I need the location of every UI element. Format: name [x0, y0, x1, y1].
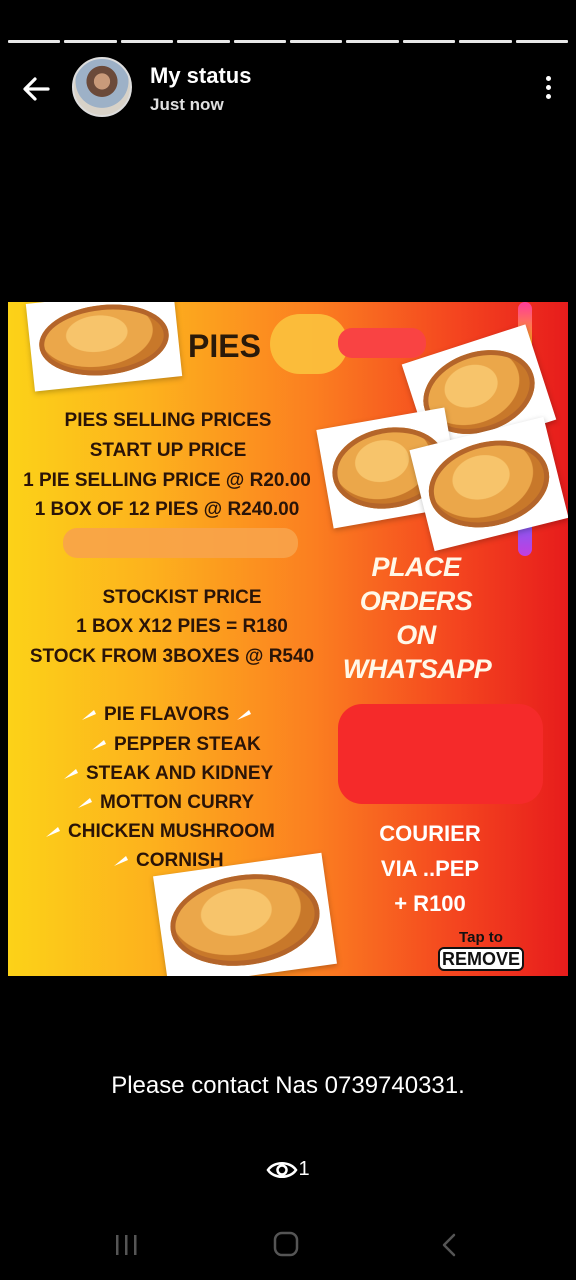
flavor-item: [44, 821, 275, 843]
selling-line-3: 1 PIE SELLING PRICE @ R20.00: [23, 470, 311, 491]
progress-segment: [234, 40, 286, 43]
status-timestamp: Just now: [150, 95, 224, 114]
sparkle-icon: [112, 852, 130, 870]
place-orders-line-4: WHATSAPP: [342, 654, 492, 684]
status-progress-bar: [8, 40, 568, 43]
place-orders-line-2: ORDERS: [359, 586, 473, 616]
recent-apps-button[interactable]: [106, 1230, 146, 1260]
courier-line-3: + R100: [394, 891, 466, 916]
redaction-smudge: [338, 704, 543, 804]
stockist-line-3: STOCK FROM 3BOXES @ R540: [29, 646, 315, 667]
pie-photo: [26, 302, 182, 391]
flavor-item: [62, 763, 273, 785]
redaction-smudge: [63, 528, 298, 558]
flavor-item: [90, 734, 261, 756]
sparkle-icon: [62, 765, 80, 783]
sparkle-icon: [76, 794, 94, 812]
status-image[interactable]: [8, 302, 568, 976]
dot-icon: [546, 85, 551, 90]
progress-segment: [346, 40, 398, 43]
tap-label: Tap to: [459, 929, 503, 946]
flavor-heading-label: PIE FLAVORS: [104, 704, 230, 725]
sparkle-icon: [90, 736, 108, 754]
avatar[interactable]: [72, 57, 132, 117]
progress-segment: [290, 40, 342, 43]
status-caption: Please contact Nas 0739740331.: [111, 1072, 465, 1099]
system-nav-bar: [0, 1230, 576, 1260]
flavor-item: [76, 792, 254, 814]
sparkle-icon: [235, 706, 253, 724]
remove-label: REMOVE: [438, 947, 524, 971]
flavor-label: MOTTON CURRY: [100, 792, 255, 813]
place-orders-line-3: ON: [396, 620, 436, 650]
selling-line-1: PIES SELLING PRICES: [64, 410, 272, 431]
dot-icon: [546, 76, 551, 81]
selling-line-2: START UP PRICE: [89, 440, 247, 461]
home-icon: [266, 1230, 306, 1260]
stockist-line-1: STOCKIST PRICE: [102, 587, 262, 608]
home-button[interactable]: [266, 1230, 306, 1260]
eye-icon: [266, 1159, 298, 1181]
status-header: [0, 55, 576, 119]
flavor-label: CORNISH: [136, 850, 224, 871]
progress-segment: [459, 40, 511, 43]
progress-segment: [403, 40, 455, 43]
courier-line-1: COURIER: [379, 821, 481, 846]
flavor-label: PEPPER STEAK: [114, 734, 261, 755]
views-button[interactable]: [0, 1158, 576, 1181]
progress-segment: [121, 40, 173, 43]
redaction-smudge: [338, 328, 426, 358]
redaction-smudge: [270, 314, 348, 374]
place-orders-line-1: PLACE: [371, 552, 461, 582]
dot-icon: [546, 94, 551, 99]
sparkle-icon: [44, 823, 62, 841]
back-button[interactable]: [18, 71, 54, 107]
views-count: 1: [298, 1158, 310, 1180]
chevron-left-icon: [430, 1230, 470, 1260]
pies-heading: PIES: [188, 328, 261, 364]
sparkle-icon: [80, 706, 98, 724]
tap-to-remove-sticker: [438, 930, 524, 972]
progress-segment: [177, 40, 229, 43]
flavor-item: [112, 850, 224, 872]
progress-segment: [8, 40, 60, 43]
progress-segment: [64, 40, 116, 43]
flavor-label: STEAK AND KIDNEY: [86, 763, 274, 784]
courier-line-2: VIA ..PEP: [380, 856, 480, 881]
back-nav-button[interactable]: [430, 1230, 470, 1260]
arrow-left-icon: [18, 71, 54, 107]
recent-apps-icon: [106, 1230, 146, 1260]
stockist-line-2: 1 BOX X12 PIES = R180: [76, 616, 288, 637]
flavor-heading: [80, 704, 253, 726]
more-options-button[interactable]: [542, 73, 554, 103]
progress-segment: [516, 40, 568, 43]
selling-line-4: 1 BOX OF 12 PIES @ R240.00: [34, 499, 300, 520]
flavor-label: CHICKEN MUSHROOM: [68, 821, 275, 842]
page-title: My status: [150, 63, 252, 88]
